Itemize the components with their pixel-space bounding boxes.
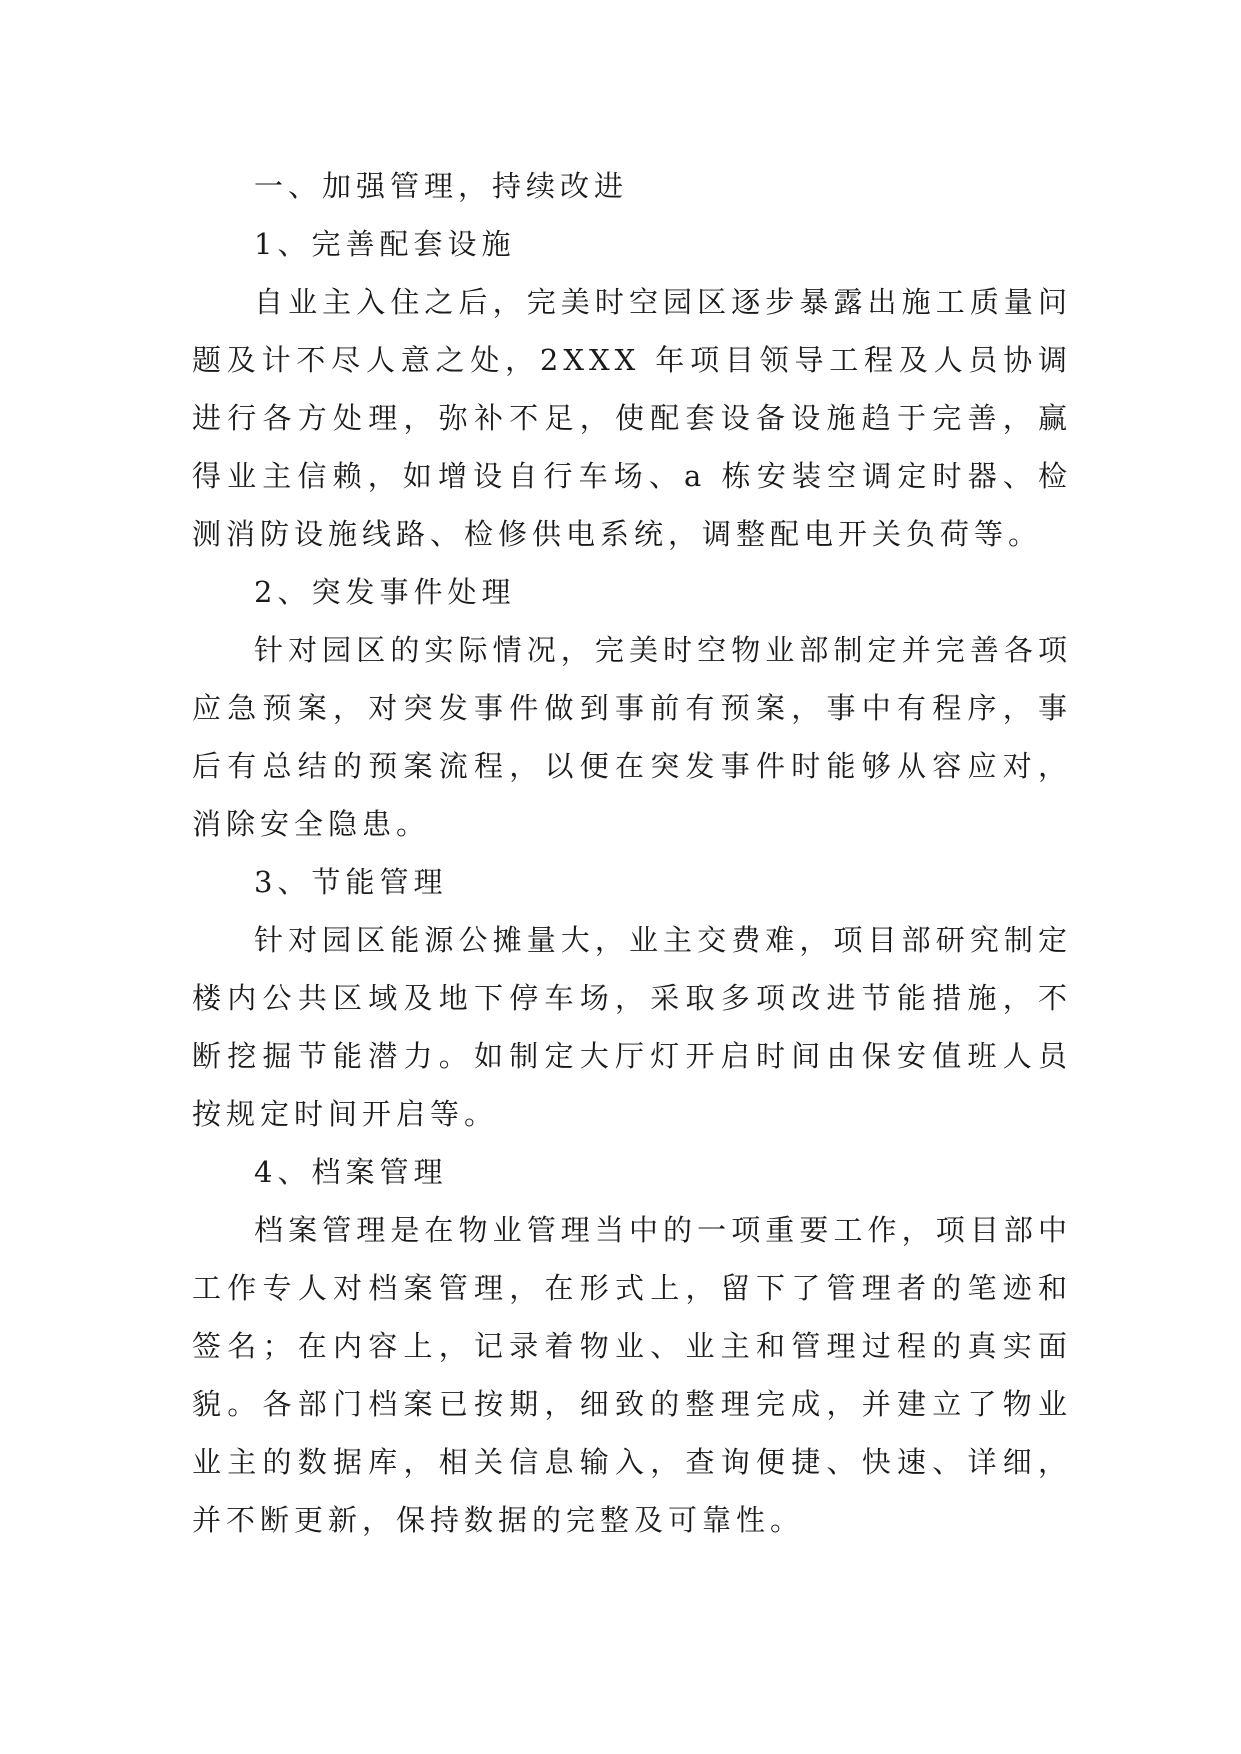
item-body-1: 自业主入住之后，完美时空园区逐步暴露出施工质量问题及计不尽人意之处，2XXX 年项目领导工程及人员协调进行各方处理，弥补不足，使配套设备设施趋于完善，赢得业主信赖，如增设自行车场、a 栋安装空调定时器、检测消防设施线路、检修供电系统，调整配电开关负荷等。 — [192, 285, 1072, 551]
item-heading-3: 3、节能管理 — [254, 865, 448, 899]
section-heading: 一、加强管理，持续改进 — [254, 169, 629, 203]
item-heading-1: 1、完善配套设施 — [254, 227, 516, 261]
item-body-2: 针对园区的实际情况，完美时空物业部制定并完善各项应急预案，对突发事件做到事前有预案，事中有程序，事后有总结的预案流程，以便在突发事件时能够从容应对，消除安全隐患。 — [192, 633, 1072, 841]
item-heading-2: 2、突发事件处理 — [254, 575, 516, 609]
item-body-3: 针对园区能源公摊量大，业主交费难，项目部研究制定楼内公共区域及地下停车场，采取多项改进节能措施，不断挖掘节能潜力。如制定大厅灯开启时间由保安值班人员按规定时间开启等。 — [192, 923, 1072, 1131]
item-heading-4: 4、档案管理 — [254, 1155, 448, 1189]
document-body — [192, 157, 1072, 1549]
item-body-4: 档案管理是在物业管理当中的一项重要工作，项目部中工作专人对档案管理，在形式上，留下了管理者的笔迹和签名；在内容上，记录着物业、业主和管理过程的真实面貌。各部门档案已按期，细致的整理完成，并建立了物业业主的数据库，相关信息输入，查询便捷、快速、详细，并不断更新，保持数据的完整及可靠性。 — [192, 1213, 1072, 1537]
